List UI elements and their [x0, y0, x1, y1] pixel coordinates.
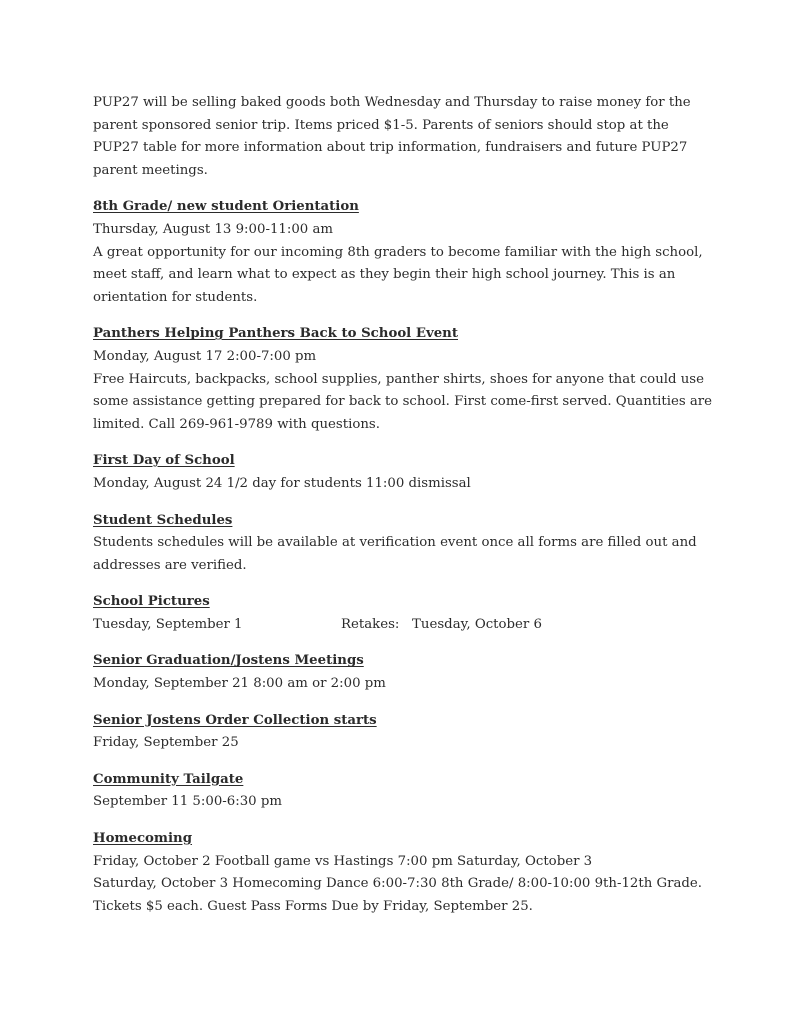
intro-paragraph: PUP27 will be selling baked goods both Wednesday and Thursday to raise money for the parent sponsored senior trip. Items priced $1-5. Parents of seniors should stop at the PUP27 table for more information about trip information, fundraisers and future PUP27 parent meetings.	[93, 95, 691, 178]
section-homecoming	[93, 828, 713, 918]
section-heading: Homecoming	[93, 831, 193, 847]
document-page	[93, 92, 713, 932]
section-date: Monday, September 21 8:00 am or 2:00 pm	[93, 676, 386, 692]
section-student-schedules	[93, 510, 713, 578]
section-back-to-school-event	[93, 323, 713, 436]
section-text: Saturday, October 3 Homecoming Dance 6:00-7:30 8th Grade/ 8:00-10:00 9th-12th Grade. Tickets $5 each. Guest Pass Forms Due by Friday, September 25.	[93, 876, 703, 914]
section-date: September 11 5:00-6:30 pm	[93, 794, 282, 810]
section-heading: First Day of School	[93, 453, 235, 469]
section-date: Monday, August 24 1/2 day for students 11:00 dismissal	[93, 475, 471, 491]
section-text: Free Haircuts, backpacks, school supplies, panther shirts, shoes for anyone that could use some assistance getting prepared for back to school. First come-first served. Quantities are limited. Call 269-961-9789 with questions.	[93, 371, 713, 432]
section-date: Friday, September 25	[93, 735, 239, 751]
section-school-pictures	[93, 591, 713, 636]
section-orientation	[93, 196, 713, 309]
section-heading: Community Tailgate	[93, 771, 244, 787]
section-order-collection	[93, 710, 713, 755]
section-heading: Student Schedules	[93, 512, 233, 528]
section-heading: 8th Grade/ new student Orientation	[93, 199, 359, 215]
pictures-row	[93, 614, 713, 637]
section-text: A great opportunity for our incoming 8th graders to become familiar with the high school, meet staff, and learn what to expect as they begin their high school journey. This is an orientation for students.	[93, 244, 703, 305]
section-heading: Senior Graduation/Jostens Meetings	[93, 653, 364, 669]
section-community-tailgate	[93, 769, 713, 814]
section-first-day	[93, 450, 713, 495]
section-date: Friday, October 2 Football game vs Hastings 7:00 pm Saturday, October 3	[93, 853, 593, 869]
retakes-date: Retakes: Tuesday, October 6	[341, 616, 542, 632]
section-heading: Panthers Helping Panthers Back to School Event	[93, 326, 458, 342]
section-heading: School Pictures	[93, 594, 210, 610]
section-date: Thursday, August 13 9:00-11:00 am	[93, 221, 334, 237]
section-text: Students schedules will be available at verification event once all forms are filled out and addresses are verified.	[93, 535, 697, 573]
section-date: Monday, August 17 2:00-7:00 pm	[93, 348, 317, 364]
picture-date: Tuesday, September 1	[93, 616, 243, 632]
section-graduation-meetings	[93, 650, 713, 695]
section-heading: Senior Jostens Order Collection starts	[93, 712, 377, 728]
